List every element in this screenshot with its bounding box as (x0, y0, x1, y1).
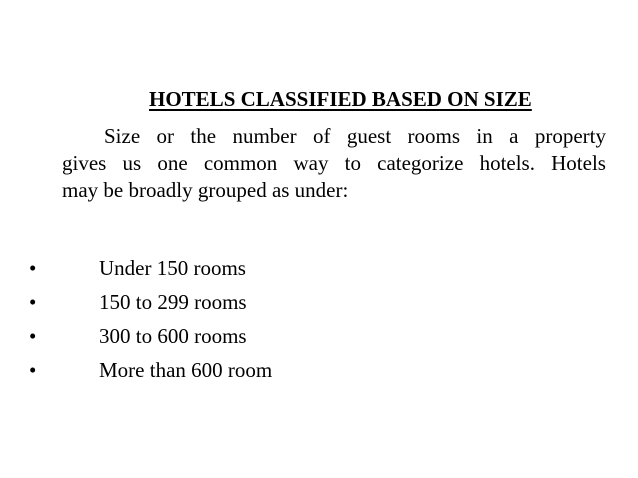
word: property (534, 124, 606, 148)
word: common (203, 151, 278, 175)
word: Hotels (551, 151, 606, 175)
slide-title: HOTELS CLASSIFIED BASED ON SIZE (149, 87, 532, 111)
word: us (122, 151, 142, 175)
word: the (190, 124, 217, 148)
list-item-text: More than 600 room (99, 358, 273, 382)
paragraph-line-2 (62, 150, 606, 176)
word: hotels. (479, 151, 535, 175)
bullet-icon: • (29, 358, 37, 382)
word: or (156, 124, 175, 148)
word: one (157, 151, 188, 175)
paragraph-line-3: may be broadly grouped as under: (62, 178, 349, 202)
word: gives (62, 151, 107, 175)
word: number (232, 124, 297, 148)
word: of (312, 124, 331, 148)
list-item (0, 323, 638, 357)
word: a (509, 124, 519, 148)
paragraph-line-1 (104, 123, 606, 149)
bullet-icon: • (29, 290, 37, 314)
word: categorize (377, 151, 464, 175)
bullet-list (0, 255, 638, 391)
list-item (0, 289, 638, 323)
bullet-icon: • (29, 256, 37, 280)
list-item-text: 300 to 600 rooms (99, 324, 247, 348)
list-item-text: Under 150 rooms (99, 256, 246, 280)
list-item (0, 255, 638, 289)
word: Size (104, 124, 141, 148)
list-item-text: 150 to 299 rooms (99, 290, 247, 314)
word: in (476, 124, 493, 148)
word: rooms (407, 124, 461, 148)
word: to (344, 151, 361, 175)
bullet-icon: • (29, 324, 37, 348)
list-item (0, 357, 638, 391)
word: guest (346, 124, 392, 148)
word: way (293, 151, 329, 175)
